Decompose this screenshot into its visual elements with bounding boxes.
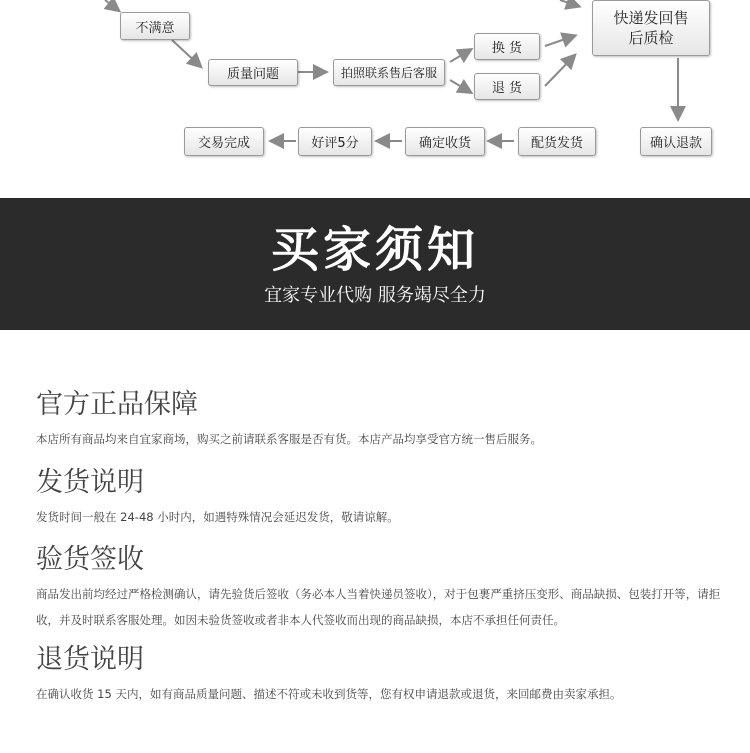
flow-node-not-satisfied: 不满意 [120,12,190,40]
arrow-not-satisfied-to-quality [172,40,200,66]
buyer-notice-banner [0,198,750,330]
section-title: 退货说明 [36,644,144,675]
section-text: 发货时间一般在 24-48 小时内，如遇特殊情况会延迟发货，敬请谅解。 [36,510,399,524]
section-inspection-signing [36,543,736,633]
flow-node-confirm-refund: 确认退款 [640,127,712,156]
arrow-return-to-express [545,56,574,86]
section-shipping-info [36,466,736,530]
after-sales-flowchart [0,0,750,200]
section-title: 官方正品保障 [36,389,198,420]
flow-node-good-review: 好评5分 [298,127,372,156]
flow-node-exchange: 换 货 [474,33,540,60]
flow-node-express-return: 快递发回售后质检 [592,0,710,56]
flow-node-return: 退 货 [474,73,540,100]
section-text: 本店所有商品均来自宜家商场，购买之前请联系客服是否有货。本店产品均享受官方统一售后服务。 [36,432,542,446]
section-authentic-guarantee [36,388,736,452]
arrow-exchange-to-express [545,36,574,46]
section-title: 验货签收 [36,544,144,575]
section-title: 发货说明 [36,467,144,498]
arrow-in-express [560,0,578,6]
banner-subtitle: 宜家专业代购 服务竭尽全力 [264,285,486,306]
arrow-photo-to-return [450,80,470,92]
section-text: 在确认收货 15 天内，如有商品质量问题、描述不符或未收到货等，您有权申请退款或退货，来回邮费由卖家承担。 [36,687,622,701]
section-return-info [36,643,736,707]
flow-node-photo-contact: 拍照联系售后客服 [333,59,445,86]
arrow-photo-to-exchange [450,50,470,62]
flow-node-deal-done: 交易完成 [184,127,264,156]
flow-node-ship: 配货发货 [518,127,596,156]
flow-node-quality-issue: 质量问题 [208,59,298,86]
arrow-in-not-satisfied [105,0,118,10]
section-text: 商品发出前均经过严格检测确认，请先验货后签收（务必本人当着快递员签收），对于包裹严重挤压变形、商品缺损、包装打开等，请拒收，并及时联系客服处理。如因未验货签收或者非本人代签收而出现的商品缺损，本店不承担任何责任。 [36,587,721,627]
flow-node-confirm-receipt: 确定收货 [405,127,485,156]
banner-title: 买家须知 [270,222,479,278]
